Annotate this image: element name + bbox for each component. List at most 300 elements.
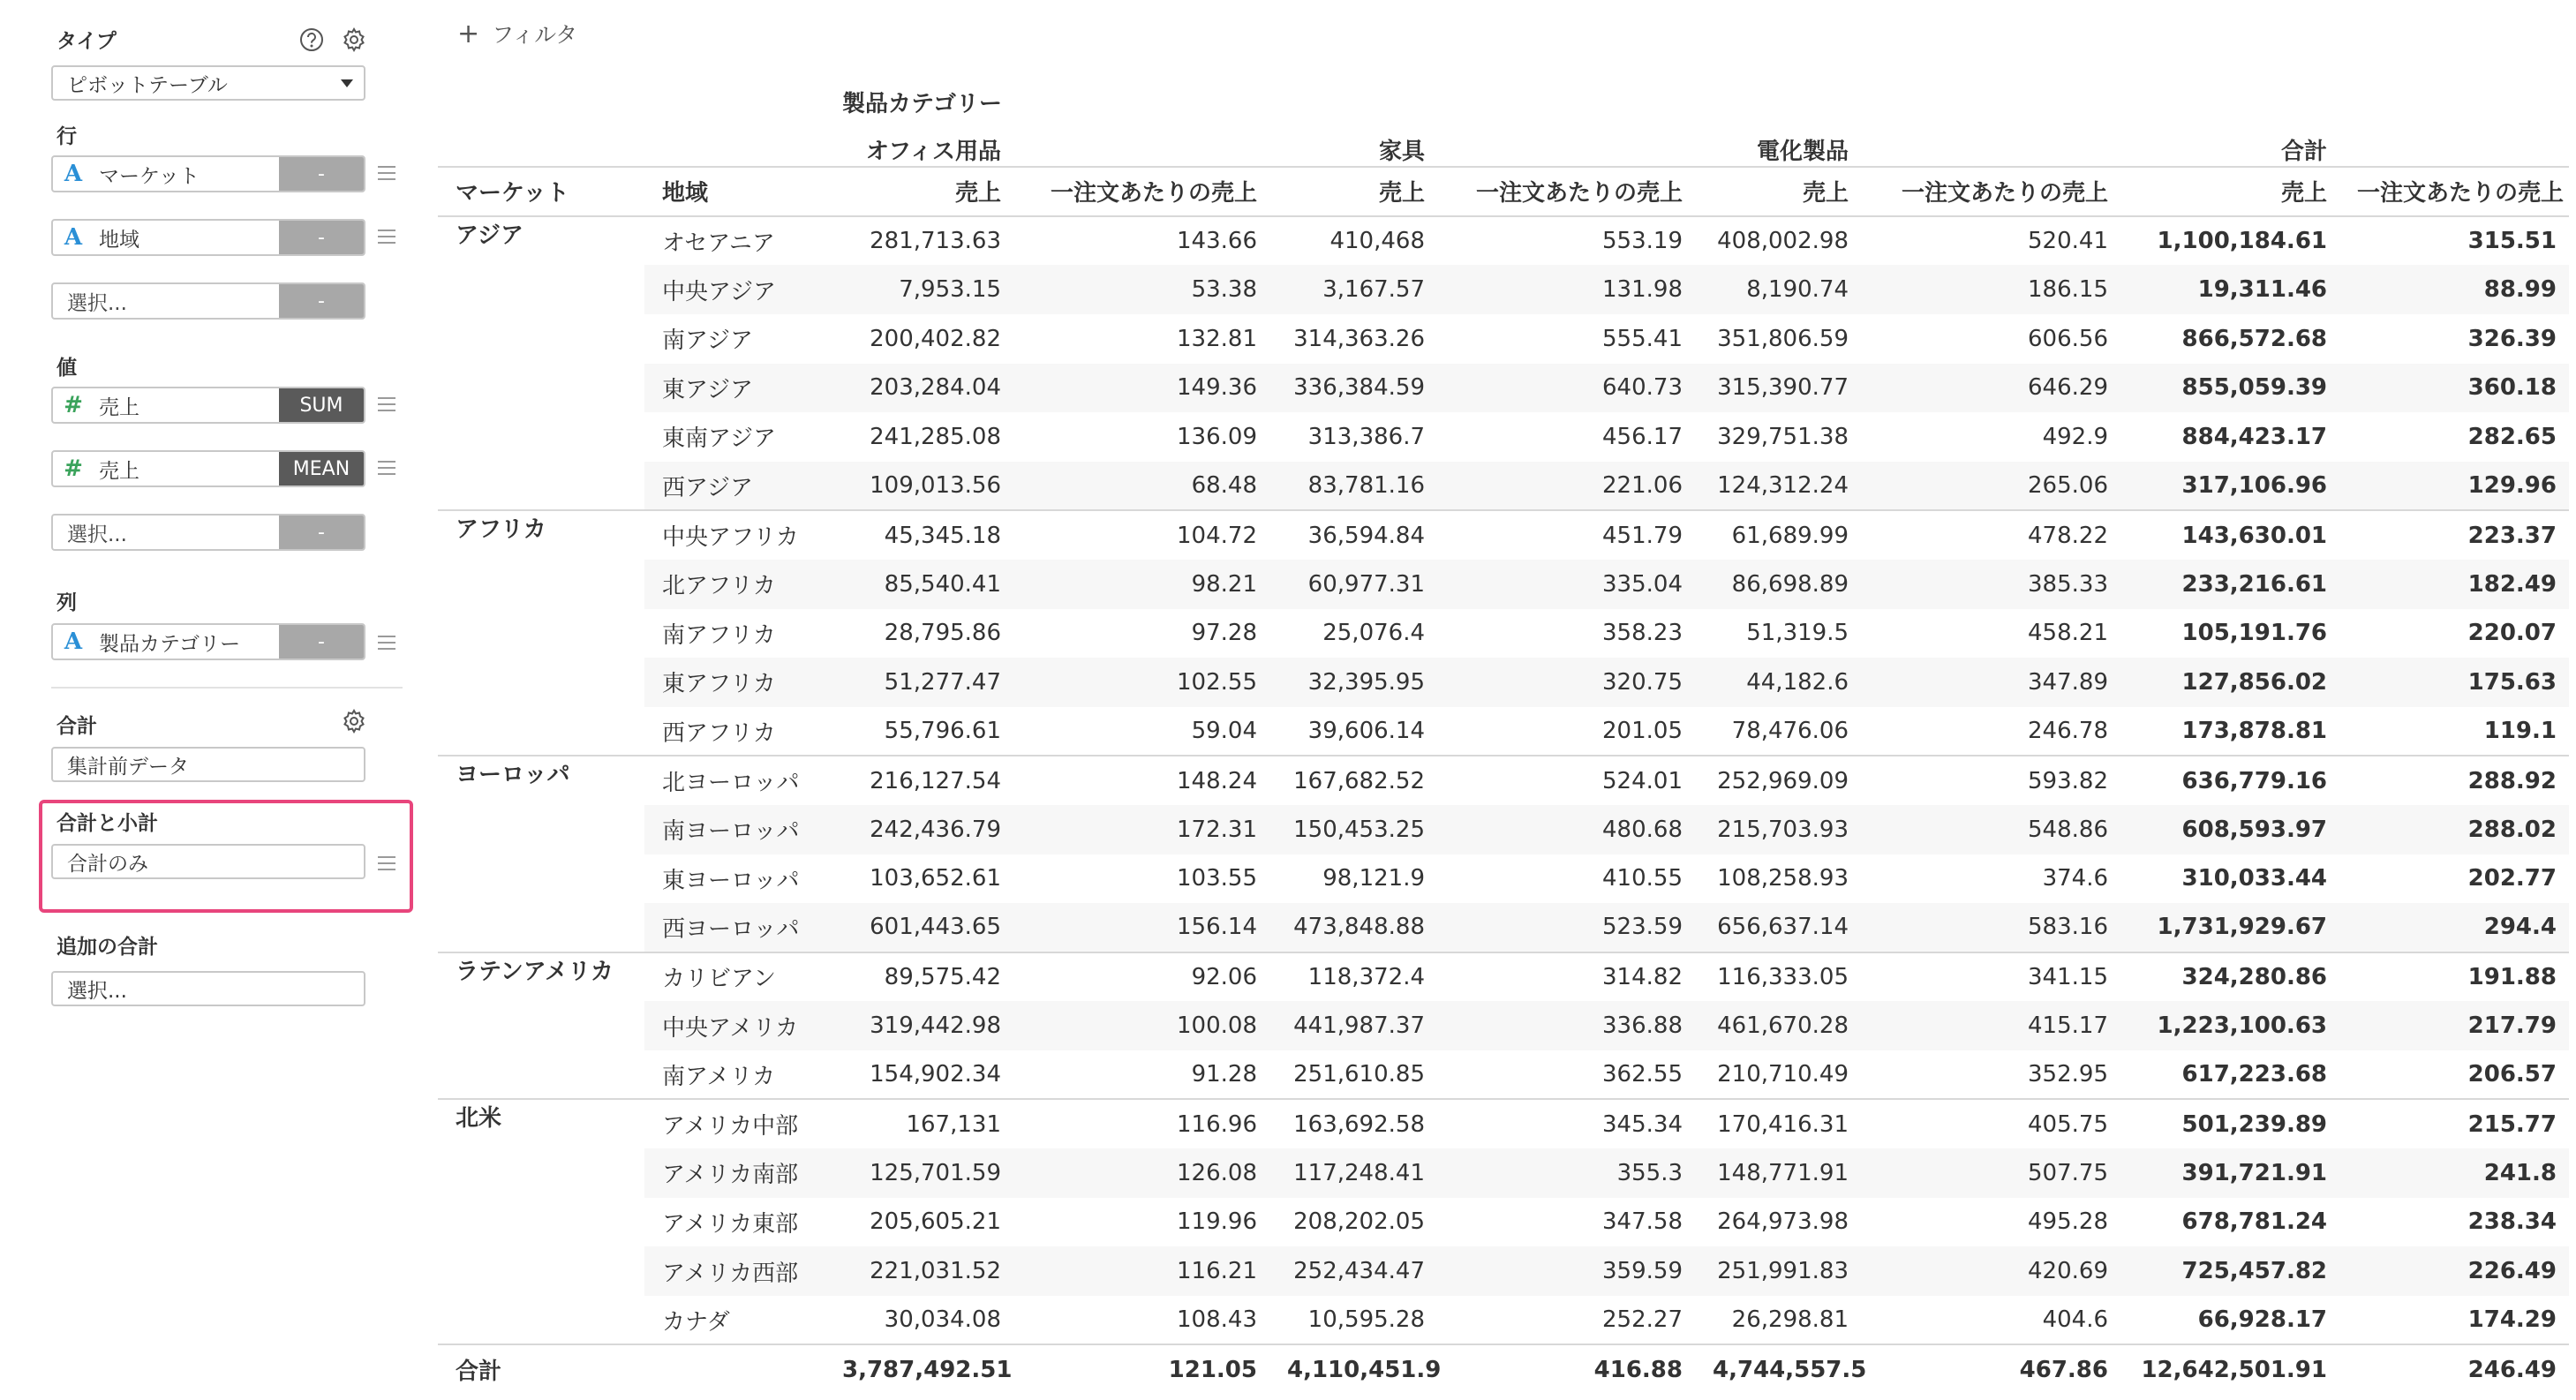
value-cell: 336.88 [1437, 1001, 1695, 1050]
value-cell: 520.41 [1861, 216, 2120, 266]
value-cell: 495.28 [2028, 1208, 2108, 1236]
value-cell: 92.06 [1013, 952, 1269, 1002]
value-cell: 148,771.91 [1695, 1148, 1861, 1198]
value-cell: 319,442.98 [825, 1001, 1013, 1050]
value-cell: 210,710.49 [1717, 1061, 1849, 1088]
value-cell: 281,713.63 [825, 216, 1013, 266]
value-cell: 265.06 [1861, 462, 2120, 511]
type-section-label: タイプ [56, 30, 117, 53]
group-header-office: オフィス用品 [865, 139, 1001, 166]
value-cell: 329,751.38 [1717, 423, 1849, 450]
value-cell: 320.75 [1437, 658, 1695, 707]
table-row [438, 462, 2569, 511]
table-row [438, 1050, 2569, 1100]
value-cell: 456.17 [1602, 423, 1683, 450]
value-cell: 51,277.47 [825, 658, 1013, 707]
value-cell: 335.04 [1437, 560, 1695, 609]
table-row [438, 560, 2569, 609]
value-cell: 1,731,929.67 [2120, 903, 2339, 952]
value-cell: 359.59 [1437, 1246, 1695, 1296]
aggregation-button[interactable]: - [279, 625, 364, 659]
extra-total-select[interactable] [51, 971, 365, 1006]
value-field-sales-mean[interactable] [51, 450, 365, 487]
empty-cell [644, 1344, 825, 1394]
region-cell: 西アジア [644, 462, 825, 511]
value-cell: 91.28 [1191, 1061, 1257, 1088]
value-cell: 593.82 [1861, 756, 2120, 805]
row-field-region[interactable] [51, 219, 365, 256]
value-cell: 86,698.89 [1695, 560, 1861, 609]
market-cell: ヨーロッパ [438, 756, 644, 952]
extra-total-section-label: 追加の合計 [56, 936, 158, 959]
value-field-label: 売上 [99, 459, 139, 483]
value-cell: 200,402.82 [870, 325, 1001, 352]
value-cell: 347.58 [1602, 1208, 1683, 1236]
grand-total-label: 合計 [438, 1344, 644, 1394]
measure-header: 一注文あたりの売上 [1013, 167, 1269, 216]
value-cell: 294.4 [2339, 903, 2569, 952]
table-row [438, 1296, 2569, 1345]
table-row [438, 756, 2569, 805]
value-cell: 242,436.79 [825, 805, 1013, 854]
value-cell: 60,977.31 [1269, 560, 1437, 609]
value-cell: 358.23 [1602, 620, 1683, 647]
total-section-label: 合計 [56, 715, 97, 738]
value-cell: 410,468 [1269, 216, 1437, 266]
value-cell: 601,443.65 [825, 903, 1013, 952]
subtotal-select[interactable] [51, 844, 365, 879]
region-cell: オセアニア [644, 216, 825, 266]
region-cell: カリビアン [644, 952, 825, 1002]
region-cell: 中央アメリカ [644, 1001, 825, 1050]
values-section-label: 値 [56, 357, 77, 380]
region-cell: 南アジア [662, 327, 753, 355]
value-cell: 98,121.9 [1322, 865, 1425, 892]
value-cell: 405.75 [1861, 1099, 2120, 1148]
value-field-placeholder: 選択... [67, 523, 127, 546]
value-cell: 461,670.28 [1695, 1001, 1861, 1050]
value-cell: 102.55 [1013, 658, 1269, 707]
table-row [438, 903, 2569, 952]
table-row [438, 1246, 2569, 1296]
table-row [438, 609, 2569, 659]
value-cell: 186.15 [1861, 265, 2120, 314]
value-cell: 201.05 [1602, 718, 1683, 745]
value-cell: 221,031.52 [825, 1246, 1013, 1296]
value-cell: 19,311.46 [2120, 265, 2339, 314]
value-cell: 362.55 [1602, 1061, 1683, 1088]
region-cell: 中央アジア [644, 265, 825, 314]
table-row [438, 805, 2569, 854]
value-cell: 606.56 [2028, 325, 2108, 352]
value-cell: 216,127.54 [825, 756, 1013, 805]
value-cell: 336,384.59 [1269, 364, 1437, 413]
table-row [438, 265, 2569, 314]
value-cell: 108.43 [1177, 1306, 1257, 1334]
row-field-placeholder: 選択... [67, 291, 127, 315]
measure-header: 一注文あたりの売上 [2339, 167, 2569, 216]
value-cell: 124,312.24 [1695, 462, 1861, 511]
value-cell: 78,476.06 [1731, 718, 1849, 745]
value-cell: 310,033.44 [2181, 865, 2327, 892]
grand-total-value: 467.86 [1861, 1344, 2120, 1394]
region-cell: アメリカ西部 [644, 1246, 825, 1296]
region-cell: 南アフリカ [662, 621, 776, 649]
value-cell: 10,595.28 [1307, 1306, 1425, 1334]
value-cell: 132.81 [1177, 325, 1257, 352]
value-cell: 345.34 [1437, 1099, 1695, 1148]
text-type-icon: A [64, 628, 83, 655]
value-cell: 68.48 [1013, 462, 1269, 511]
value-cell: 288.02 [2339, 805, 2569, 854]
value-field-label: 売上 [99, 395, 139, 419]
value-cell: 55,796.61 [884, 718, 1001, 745]
value-cell: 583.16 [1861, 903, 2120, 952]
value-cell: 315.51 [2339, 216, 2569, 266]
value-cell: 156.14 [1013, 903, 1269, 952]
value-cell: 341.15 [1861, 952, 2120, 1002]
aggregation-button[interactable]: - [279, 221, 364, 254]
value-cell: 83,781.16 [1269, 462, 1437, 511]
column-field-label: 製品カテゴリー [99, 632, 241, 656]
value-cell: 126.08 [1013, 1148, 1269, 1198]
table-row [438, 1148, 2569, 1198]
value-cell: 202.77 [2467, 865, 2557, 892]
value-cell: 3,167.57 [1269, 265, 1437, 314]
value-cell: 39,606.14 [1307, 718, 1425, 745]
value-cell: 233,216.61 [2120, 560, 2339, 609]
value-cell: 127,856.02 [2120, 658, 2339, 707]
value-cell: 217.79 [2339, 1001, 2569, 1050]
value-cell: 170,416.31 [1695, 1099, 1861, 1148]
plus-icon: + [457, 18, 480, 49]
value-cell: 324,280.86 [2120, 952, 2339, 1002]
value-cell: 143,630.01 [2120, 510, 2339, 560]
value-cell: 116.21 [1013, 1246, 1269, 1296]
value-cell: 182.49 [2339, 560, 2569, 609]
value-cell: 374.6 [2042, 865, 2108, 892]
market-cell: アフリカ [438, 510, 644, 756]
value-cell: 206.57 [2467, 1061, 2557, 1088]
value-cell: 473,848.88 [1269, 903, 1437, 952]
value-cell: 288.92 [2339, 756, 2569, 805]
value-cell: 507.75 [1861, 1148, 2120, 1198]
value-cell: 441,987.37 [1269, 1001, 1437, 1050]
value-cell: 636,779.16 [2120, 756, 2339, 805]
value-cell: 385.33 [1861, 560, 2120, 609]
value-cell: 129.96 [2339, 462, 2569, 511]
value-cell: 855,059.39 [2120, 364, 2339, 413]
measure-header: 売上 [2120, 167, 2339, 216]
value-cell: 119.1 [2483, 718, 2557, 745]
value-cell: 725,457.82 [2120, 1246, 2339, 1296]
value-cell: 136.09 [1177, 423, 1257, 450]
total-basis-value: 集計前データ [67, 755, 189, 779]
value-cell: 203,284.04 [825, 364, 1013, 413]
measure-header: 売上 [1269, 167, 1437, 216]
value-cell: 252,969.09 [1695, 756, 1861, 805]
value-cell: 608,593.97 [2120, 805, 2339, 854]
value-cell: 355.3 [1437, 1148, 1695, 1198]
table-row [438, 854, 2569, 904]
value-cell: 7,953.15 [825, 265, 1013, 314]
region-cell: 西ヨーロッパ [644, 903, 825, 952]
table-row [438, 314, 2569, 364]
group-header-furniture: 家具 [1378, 139, 1425, 166]
value-cell: 264,973.98 [1717, 1208, 1849, 1236]
region-cell: アメリカ東部 [662, 1210, 799, 1238]
value-cell: 149.36 [1013, 364, 1269, 413]
value-cell: 555.41 [1602, 325, 1683, 352]
value-cell: 25,076.4 [1322, 620, 1425, 647]
extra-total-placeholder: 選択... [67, 979, 127, 1003]
value-cell: 143.66 [1013, 216, 1269, 266]
table-row [438, 510, 2569, 560]
value-cell: 282.65 [2467, 423, 2557, 450]
value-cell: 458.21 [2028, 620, 2108, 647]
table-row [438, 952, 2569, 1002]
region-cell: 東アフリカ [644, 658, 825, 707]
chevron-down-icon [341, 79, 353, 87]
row-field-label: マーケット [99, 164, 200, 188]
value-cell: 61,689.99 [1695, 510, 1861, 560]
row-field-market[interactable] [51, 155, 365, 192]
group-header-total: 合計 [2280, 139, 2327, 166]
value-cell: 167,682.52 [1269, 756, 1437, 805]
measure-header: 一注文あたりの売上 [1861, 167, 2120, 216]
value-cell: 53.38 [1013, 265, 1269, 314]
region-cell: 東ヨーロッパ [662, 867, 800, 894]
value-cell: 314,363.26 [1293, 325, 1425, 352]
subtotal-value: 合計のみ [67, 852, 148, 876]
market-cell: 北米 [438, 1099, 644, 1344]
value-cell: 313,386.7 [1307, 423, 1425, 450]
panel-divider [51, 687, 403, 689]
value-cell: 167,131 [825, 1099, 1013, 1148]
add-filter-button[interactable] [457, 18, 577, 49]
table-row [438, 216, 2569, 266]
value-cell: 404.6 [2042, 1306, 2108, 1334]
chart-type-select[interactable] [51, 65, 365, 101]
chart-type-value: ピボットテーブル [67, 73, 228, 97]
value-cell: 109,013.56 [825, 462, 1013, 511]
subtotal-section-label: 合計と小計 [56, 812, 158, 835]
value-cell: 118,372.4 [1269, 952, 1437, 1002]
value-cell: 89,575.42 [825, 952, 1013, 1002]
value-cell: 408,002.98 [1695, 216, 1861, 266]
value-cell: 66,928.17 [2197, 1306, 2327, 1334]
value-cell: 866,572.68 [2181, 325, 2327, 352]
value-cell: 252.27 [1602, 1306, 1683, 1334]
table-row [438, 707, 2569, 756]
value-cell: 172.31 [1013, 805, 1269, 854]
value-cell: 100.08 [1013, 1001, 1269, 1050]
value-cell: 478.22 [1861, 510, 2120, 560]
value-cell: 131.98 [1437, 265, 1695, 314]
table-row [438, 658, 2569, 707]
number-type-icon: # [64, 392, 83, 418]
value-cell: 119.96 [1177, 1208, 1257, 1236]
value-cell: 326.39 [2467, 325, 2557, 352]
value-cell: 215,703.93 [1695, 805, 1861, 854]
grand-total-row [438, 1344, 2569, 1394]
aggregation-button[interactable]: - [279, 157, 364, 191]
row-header-region: 地域 [644, 167, 825, 216]
value-field-sales-sum[interactable] [51, 387, 365, 424]
group-header-electronics: 電化製品 [1756, 139, 1849, 166]
value-cell: 351,806.59 [1717, 325, 1849, 352]
value-cell: 238.34 [2467, 1208, 2557, 1236]
value-cell: 150,453.25 [1269, 805, 1437, 854]
value-cell: 252,434.47 [1269, 1246, 1437, 1296]
drag-handle-icon[interactable] [378, 461, 395, 475]
aggregation-button[interactable]: SUM [279, 388, 364, 422]
value-field-select[interactable] [51, 514, 365, 551]
text-type-icon: A [64, 161, 83, 187]
value-cell: 884,423.17 [2181, 423, 2327, 450]
region-cell: 北アフリカ [644, 560, 825, 609]
value-cell: 205,605.21 [870, 1208, 1001, 1236]
pivot-body [438, 216, 2569, 1394]
table-row [438, 1198, 2569, 1247]
value-cell: 548.86 [1861, 805, 2120, 854]
value-cell: 108,258.93 [1717, 865, 1849, 892]
columns-section-label: 列 [56, 591, 77, 614]
value-cell: 97.28 [1191, 620, 1257, 647]
value-cell: 215.77 [2339, 1099, 2569, 1148]
value-cell: 640.73 [1437, 364, 1695, 413]
region-cell: アメリカ南部 [644, 1148, 825, 1198]
market-cell: アジア [438, 216, 644, 511]
value-cell: 163,692.58 [1269, 1099, 1437, 1148]
value-cell: 125,701.59 [825, 1148, 1013, 1198]
row-field-label: 地域 [99, 228, 139, 252]
value-cell: 251,991.83 [1695, 1246, 1861, 1296]
grand-total-value: 246.49 [2339, 1344, 2569, 1394]
gear-icon[interactable] [341, 26, 367, 53]
value-cell: 420.69 [1861, 1246, 2120, 1296]
value-cell: 314.82 [1437, 952, 1695, 1002]
value-cell: 154,902.34 [870, 1061, 1001, 1088]
region-cell: 北ヨーロッパ [644, 756, 825, 805]
value-cell: 208,202.05 [1293, 1208, 1425, 1236]
value-cell: 352.95 [2028, 1061, 2108, 1088]
filter-label: フィルタ [492, 22, 578, 48]
row-header-market: マーケット [438, 167, 644, 216]
value-cell: 1,223,100.63 [2120, 1001, 2339, 1050]
value-cell: 173,878.81 [2181, 718, 2327, 745]
drag-handle-icon[interactable] [378, 636, 395, 650]
gear-icon[interactable] [341, 708, 367, 734]
region-cell: 中央アフリカ [644, 510, 825, 560]
value-cell: 415.17 [1861, 1001, 2120, 1050]
value-cell: 315,390.77 [1695, 364, 1861, 413]
value-cell: 553.19 [1437, 216, 1695, 266]
region-cell: 南ヨーロッパ [644, 805, 825, 854]
value-cell: 501,239.89 [2120, 1099, 2339, 1148]
value-cell: 251,610.85 [1293, 1061, 1425, 1088]
value-cell: 246.78 [2028, 718, 2108, 745]
value-cell: 116,333.05 [1695, 952, 1861, 1002]
rows-section-label: 行 [56, 125, 77, 148]
value-cell: 317,106.96 [2120, 462, 2339, 511]
value-cell: 241.8 [2339, 1148, 2569, 1198]
value-cell: 480.68 [1437, 805, 1695, 854]
value-cell: 103,652.61 [870, 865, 1001, 892]
value-cell: 451.79 [1437, 510, 1695, 560]
value-cell: 410.55 [1602, 865, 1683, 892]
grand-total-value: 121.05 [1013, 1344, 1269, 1394]
value-cell: 36,594.84 [1269, 510, 1437, 560]
drag-handle-icon[interactable] [378, 397, 395, 411]
value-cell: 104.72 [1013, 510, 1269, 560]
value-cell: 30,034.08 [884, 1306, 1001, 1334]
value-cell: 174.29 [2467, 1306, 2557, 1334]
value-cell: 1,100,184.61 [2120, 216, 2339, 266]
value-cell: 98.21 [1013, 560, 1269, 609]
value-cell: 656,637.14 [1695, 903, 1861, 952]
region-cell: 南アメリカ [662, 1063, 776, 1090]
measure-header: 売上 [825, 167, 1013, 216]
value-cell: 617,223.68 [2181, 1061, 2327, 1088]
column-field-category[interactable] [51, 623, 365, 660]
drag-handle-icon[interactable] [378, 230, 395, 244]
value-cell: 45,345.18 [825, 510, 1013, 560]
drag-handle-icon[interactable] [378, 856, 395, 870]
column-dimension-header: 製品カテゴリー [842, 90, 1002, 117]
value-cell: 88.99 [2339, 265, 2569, 314]
grand-total-value: 3,787,492.51 [825, 1344, 1013, 1394]
value-cell: 8,190.74 [1695, 265, 1861, 314]
help-icon[interactable] [298, 26, 325, 53]
value-cell: 26,298.81 [1731, 1306, 1849, 1334]
value-cell: 51,319.5 [1746, 620, 1849, 647]
value-cell: 105,191.76 [2181, 620, 2327, 647]
value-cell: 85,540.41 [825, 560, 1013, 609]
table-row [438, 412, 2569, 462]
pivot-config-panel [0, 0, 424, 1400]
value-cell: 223.37 [2339, 510, 2569, 560]
value-cell: 175.63 [2339, 658, 2569, 707]
aggregation-button[interactable]: - [279, 516, 364, 549]
grand-total-value: 416.88 [1437, 1344, 1695, 1394]
row-field-select[interactable] [51, 282, 365, 320]
value-cell: 220.07 [2467, 620, 2557, 647]
grand-total-value: 4,744,557.5 [1695, 1344, 1861, 1394]
value-cell: 646.29 [1861, 364, 2120, 413]
number-type-icon: # [64, 455, 83, 482]
market-cell: ラテンアメリカ [438, 952, 644, 1100]
value-cell: 103.55 [1177, 865, 1257, 892]
drag-handle-icon[interactable] [378, 166, 395, 180]
aggregation-button[interactable]: - [279, 284, 364, 318]
table-row [438, 364, 2569, 413]
value-cell: 241,285.08 [870, 423, 1001, 450]
total-basis-select[interactable] [51, 747, 365, 782]
value-cell: 59.04 [1191, 718, 1257, 745]
value-cell: 391,721.91 [2120, 1148, 2339, 1198]
measure-header: 売上 [1695, 167, 1861, 216]
aggregation-button[interactable]: MEAN [279, 452, 364, 485]
value-cell: 28,795.86 [884, 620, 1001, 647]
value-cell: 523.59 [1437, 903, 1695, 952]
grand-total-value: 4,110,451.9 [1269, 1344, 1437, 1394]
measure-header: 一注文あたりの売上 [1437, 167, 1695, 216]
value-cell: 191.88 [2339, 952, 2569, 1002]
region-cell: カナダ [662, 1308, 730, 1336]
region-cell: アメリカ中部 [644, 1099, 825, 1148]
value-cell: 360.18 [2339, 364, 2569, 413]
